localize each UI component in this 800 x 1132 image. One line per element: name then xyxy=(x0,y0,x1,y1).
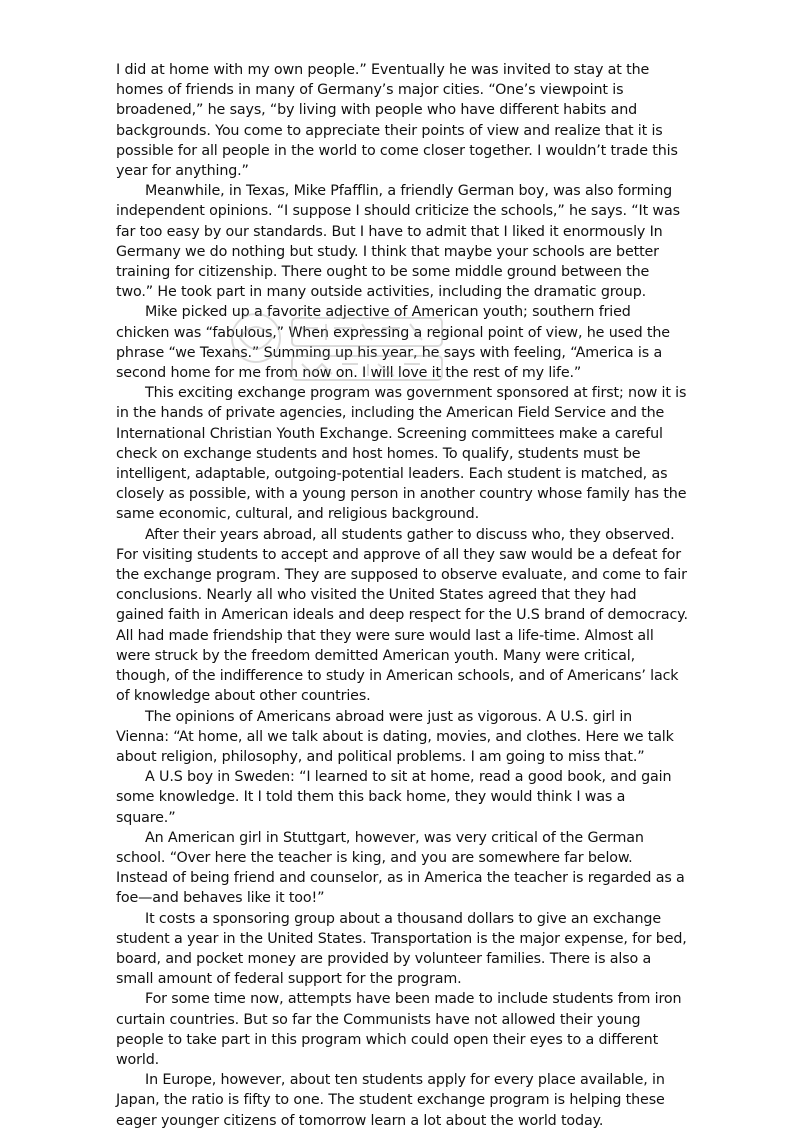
paragraph-1: I did at home with my own people.” Eventually he was invited to stay at the homes of friends in many of Germany’s major cities. “One’s viewpoint is broadened,” he says, “by living with people who have different habits and backgrounds. You come to appreciate their points of view and realize that it is possible for all people in the world to come closer together. I wouldn’t trade this year for anything.” xyxy=(116,62,678,180)
paragraph-7: A U.S boy in Sweden: “I learned to sit at home, read a good book, and gain some knowledge. It I told them this back home, they would think I was a square.” xyxy=(116,769,672,826)
paragraph-6: The opinions of Americans abroad were just as vigorous. A U.S. girl in Vienna: “At home, all we talk about is dating, movies, and clothes. Here we talk about religion, philosophy, and political problems. I am going to miss that.” xyxy=(116,708,674,765)
paragraph-3: Mike picked up a favorite adjective of American youth; southern fried chicken was “fabulous,” When expressing a regional point of view, he used the phrase “we Texans.” Summing up his year, he says with feeling, “America is a second home for me from now on. I will love it the rest of my life.” xyxy=(116,304,670,382)
document-page xyxy=(116,60,688,1131)
paragraph-8: An American girl in Stuttgart, however, was very critical of the German school. “Over here the teacher is king, and you are somewhere far below. Instead of being friend and counselor, as in America the teacher is regarded as a foe—and behaves like it too!” xyxy=(116,829,685,907)
paragraph-9: It costs a sponsoring group about a thousand dollars to give an exchange student a year in the United States. Transportation is the major expense, for bed, board, and pocket money are provided by volunteer families. There is also a small amount of federal support for the program. xyxy=(116,910,687,988)
paragraph-5: After their years abroad, all students gather to discuss who, they observed. For visiting students to accept and approve of all they saw would be a defeat for the exchange program. They are supposed to observe evaluate, and come to fair conclusions. Nearly all who visited the United States agreed that they had gained faith in American ideals and deep respect for the U.S brand of democracy. All had made friendship that they were sure would last a life-time. Almost all were struck by the freedom demitted American youth. Many were critical, though, of the indifference to study in American schools, and of Americans’ lack of knowledge about other countries. xyxy=(116,526,688,705)
paragraph-2: Meanwhile, in Texas, Mike Pfafflin, a friendly German boy, was also forming independent opinions. “I suppose I should criticize the schools,” he says. “It was far too easy by our standards. But I have to admit that I liked it enormously In Germany we do nothing but study. I think that maybe your schools are better training for citizenship. There ought to be some middle ground between the two.” He took part in many outside activities, including the dramatic group. xyxy=(116,183,680,301)
paragraph-10: For some time now, attempts have been made to include students from iron curtain countries. But so far the Communists have not allowed their young people to take part in this program which could open their eyes to a different world. xyxy=(116,991,682,1068)
paragraph-11: In Europe, however, about ten students apply for every place available, in Japan, the ratio is fifty to one. The student exchange program is helping these eager younger citizens of tomorrow learn a lot about the world today. xyxy=(116,1072,665,1129)
paragraph-4: This exciting exchange program was government sponsored at first; now it is in the hands of private agencies, including the American Field Service and the International Christian Youth Exchange. Screening committees make a careful check on exchange students and host homes. To qualify, students must be intelligent, adaptable, outgoing-potential leaders. Each student is matched, as closely as possible, with a young person in another country whose family has the same economic, cultural, and religious background. xyxy=(116,385,687,523)
